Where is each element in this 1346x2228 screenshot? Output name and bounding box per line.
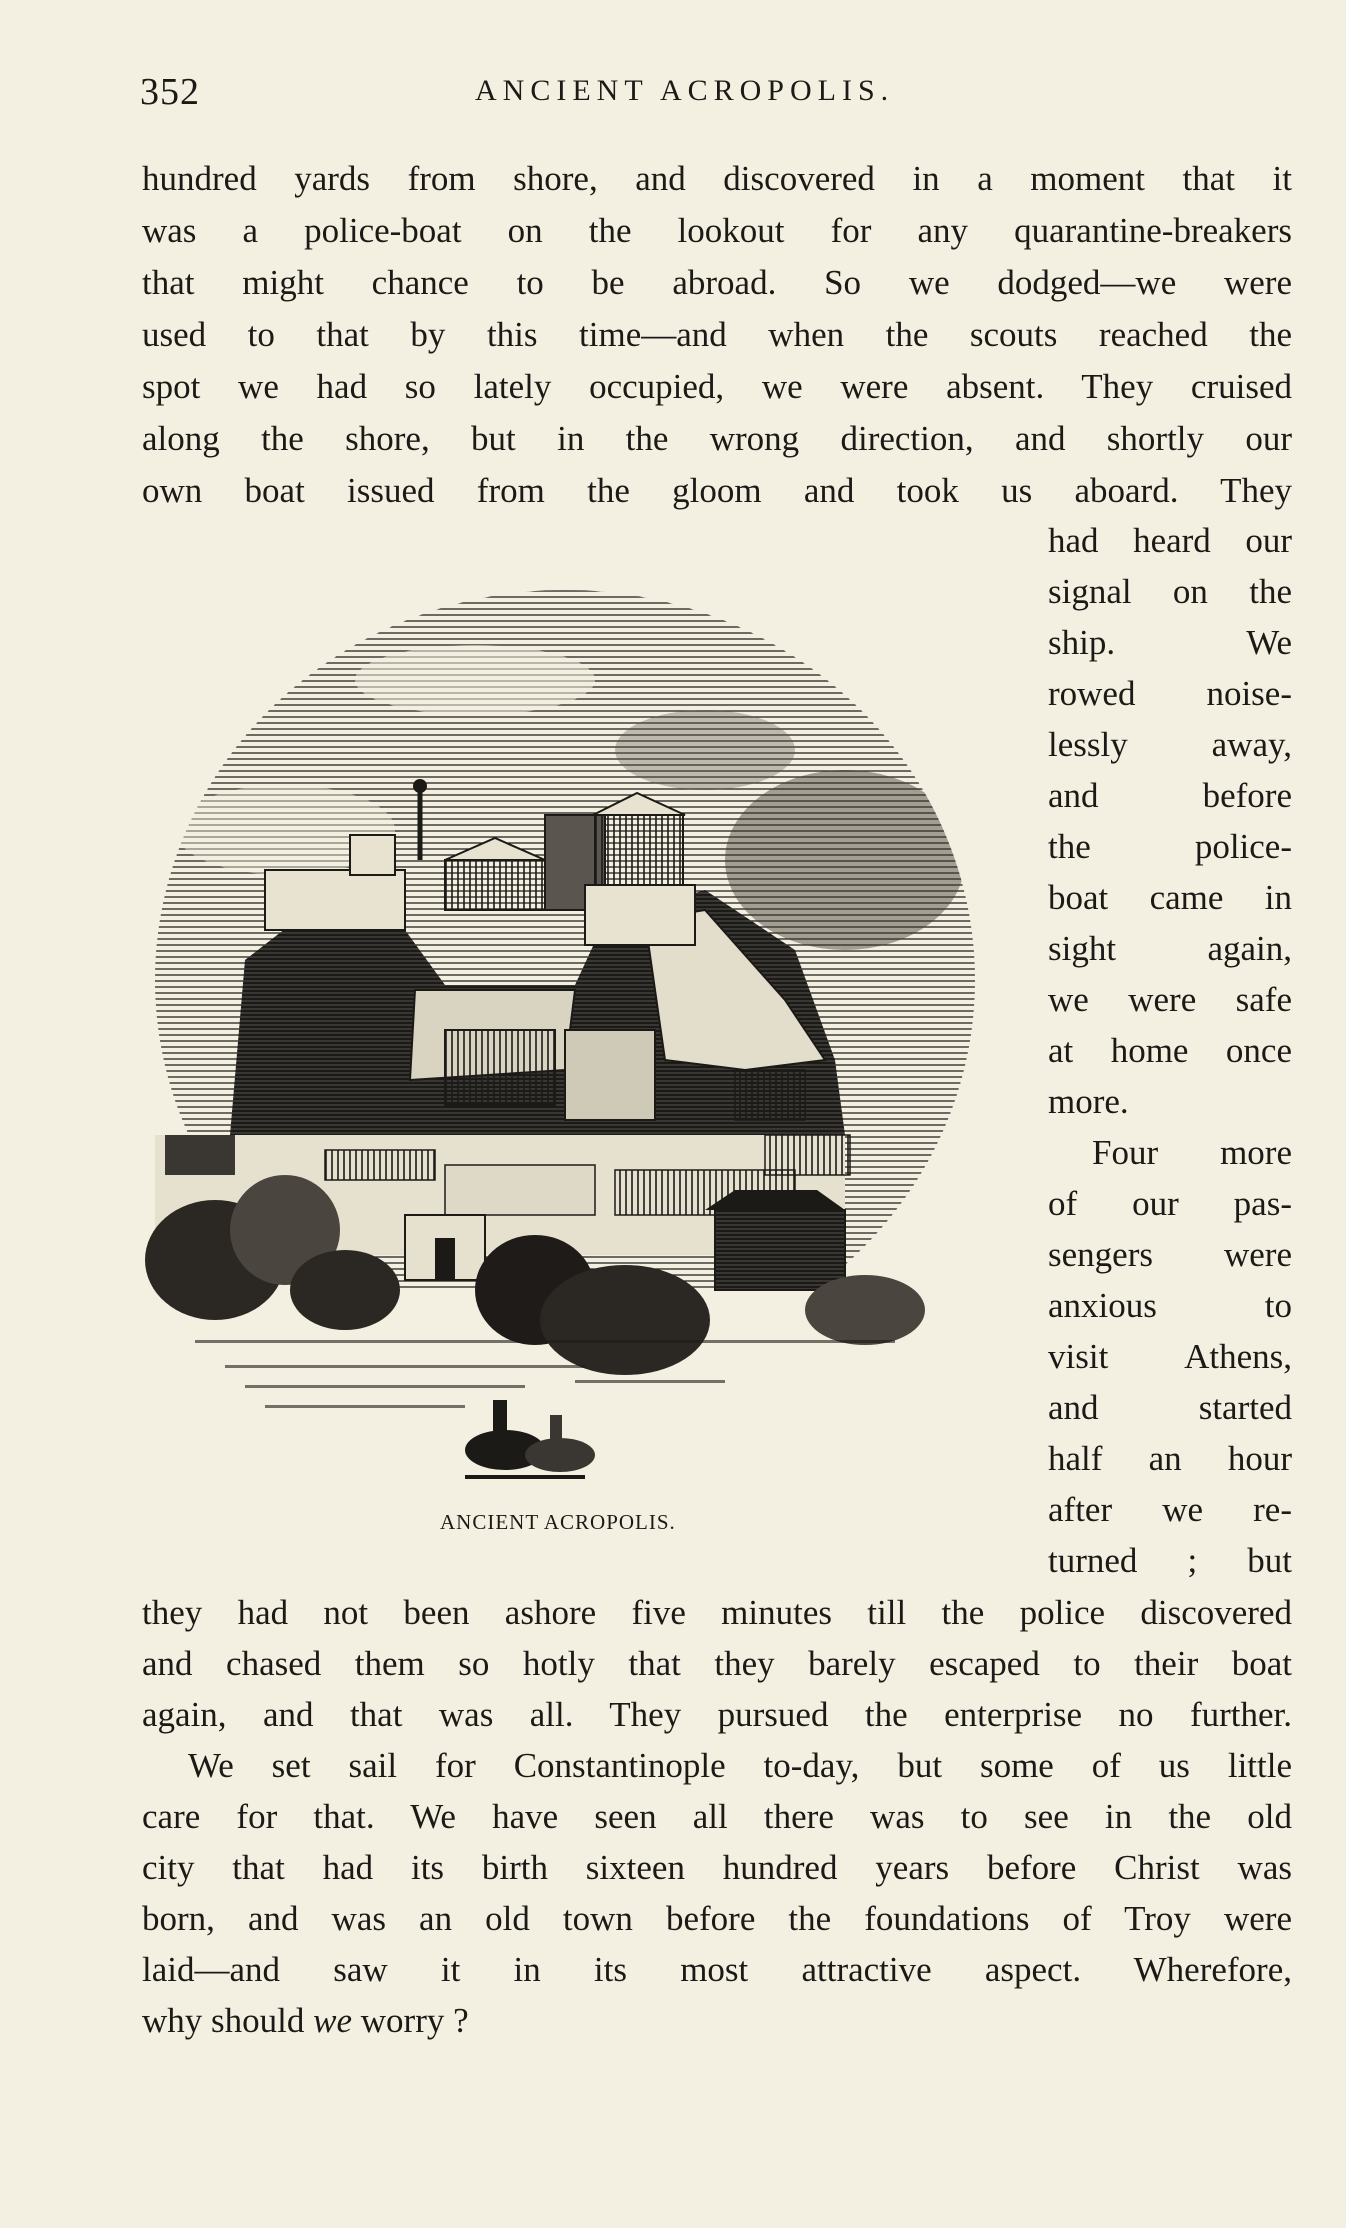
acropolis-engraving	[145, 590, 1005, 1510]
column-line: signal on the	[1048, 572, 1292, 611]
column-line: after we re-	[1048, 1490, 1292, 1529]
column-line: and started	[1048, 1388, 1292, 1427]
column-line: Four more	[1092, 1133, 1292, 1172]
body-line: they had not been ashore five minutes till the police discovered	[142, 1593, 1292, 1632]
column-line: lessly away,	[1048, 725, 1292, 764]
running-head: ANCIENT ACROPOLIS.	[475, 74, 895, 107]
column-line: half an hour	[1048, 1439, 1292, 1478]
final-body-line	[142, 1995, 1292, 2046]
body-line: that might chance to be abroad. So we dodged—we were	[142, 263, 1292, 302]
body-line: own boat issued from the gloom and took us aboard. They	[142, 471, 1292, 510]
body-line: care for that. We have seen all there was to see in the old	[142, 1797, 1292, 1836]
body-line: and chased them so hotly that they barely escaped to their boat	[142, 1644, 1292, 1683]
column-line: had heard our	[1048, 521, 1292, 560]
final-line-start: why should	[142, 2001, 314, 2040]
column-line: and before	[1048, 776, 1292, 815]
column-line: sengers were	[1048, 1235, 1292, 1274]
column-line: at home once	[1048, 1031, 1292, 1070]
emphasized-word: we	[313, 2001, 353, 2040]
body-line: born, and was an old town before the foundations of Troy were	[142, 1899, 1292, 1938]
final-line-end: worry ?	[352, 2001, 469, 2040]
body-line: along the shore, but in the wrong direction, and shortly our	[142, 419, 1292, 458]
body-line: was a police-boat on the lookout for any quarantine-breakers	[142, 211, 1292, 250]
body-line: used to that by this time—and when the scouts reached the	[142, 315, 1292, 354]
body-line: spot we had so lately occupied, we were absent. They cruised	[142, 367, 1292, 406]
column-line: of our pas-	[1048, 1184, 1292, 1223]
column-line: visit Athens,	[1048, 1337, 1292, 1376]
figure-caption: ANCIENT ACROPOLIS.	[440, 1510, 676, 1534]
body-line: laid—and saw it in its most attractive aspect. Wherefore,	[142, 1950, 1292, 1989]
column-line: the police-	[1048, 827, 1292, 866]
column-line: boat came in	[1048, 878, 1292, 917]
body-line: hundred yards from shore, and discovered in a moment that it	[142, 159, 1292, 198]
column-line: sight again,	[1048, 929, 1292, 968]
page-number: 352	[140, 71, 200, 113]
foreground	[195, 1340, 895, 1479]
page-header	[140, 70, 1295, 120]
column-line: more.	[1048, 1082, 1129, 1121]
body-line: again, and that was all. They pursued the enterprise no further.	[142, 1695, 1292, 1734]
column-line: anxious to	[1048, 1286, 1292, 1325]
column-line: we were safe	[1048, 980, 1292, 1019]
body-line: We set sail for Constantinople to-day, but some of us little	[188, 1746, 1292, 1785]
column-line: ship. We	[1048, 623, 1292, 662]
column-line: turned ; but	[1048, 1541, 1292, 1580]
body-line: city that had its birth sixteen hundred years before Christ was	[142, 1848, 1292, 1887]
column-line: rowed noise-	[1048, 674, 1292, 713]
